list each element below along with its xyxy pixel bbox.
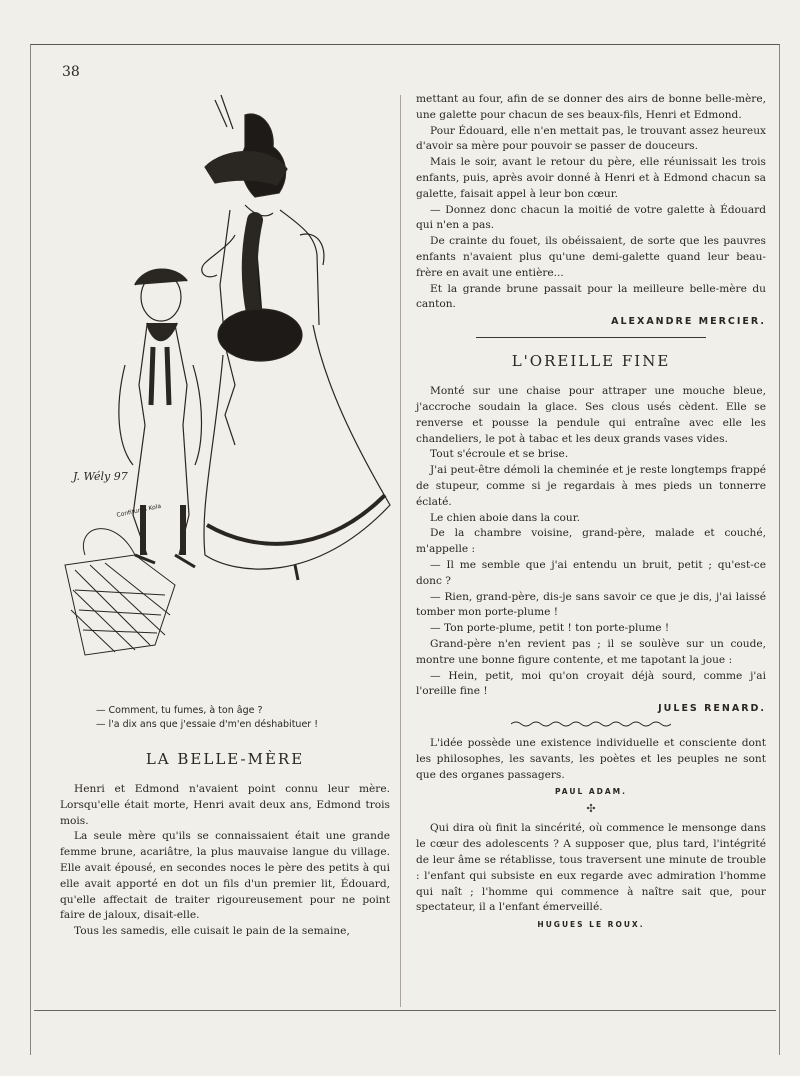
belle-mere-title: LA BELLE-MÈRE: [145, 750, 305, 768]
right-column: [416, 92, 766, 935]
belle-mere-paragraph: mettant au four, afin de se donner des airs de bonne belle-mère, une galette pour chacun de ses beaux-fils, Henri et Edmond.: [416, 93, 766, 121]
belle-mere-author: ALEXANDRE MERCIER.: [611, 316, 766, 328]
mensonge-paragraph: Qui dira où finit la sincérité, où commence le mensonge dans le cœur des adolescents ? A supposer que, plus tard, l'intégrité de leur âme se rétablisse, tous traversent une minute de trouble : l'enfant qui subsiste en eux regarde avec admiration l'homme qui naît ; l'homme qui commence à naître sait que, pour spectateur, il a l'enfant émerveillé.: [416, 822, 766, 914]
belle-mere-paragraph: Et la grande brune passait pour la meilleure belle-mère du canton.: [416, 282, 766, 311]
belle-mere-paragraph: Henri et Edmond n'avaient point connu leur mère. Lorsqu'elle était morte, Henri avait deux ans, Edmond trois mois.: [60, 783, 390, 827]
boy-figure: [119, 269, 202, 567]
belle-mere-section: [60, 750, 390, 940]
belle-mere-paragraph: — Donnez donc chacun la moitié de votre galette à Édouard qui n'en a pas.: [416, 203, 766, 232]
ornament-icon: ✣: [586, 802, 596, 816]
illustration: [55, 85, 395, 705]
belle-mere-paragraph: Pour Édouard, elle n'en mettait pas, le trouvant assez heureux d'avoir sa mère pour pouvoir se passer de douceurs.: [416, 124, 766, 153]
oreille-fine-paragraph: — Hein, petit, moi qu'on croyait déjà sourd, comme j'ai l'oreille fine !: [416, 669, 766, 698]
page-number: 38: [62, 64, 80, 80]
belle-mere-paragraph: De crainte du fouet, ils obéissaient, de sorte que les pauvres enfants n'avaient plus qu'une demi-galette quand leur beau-frère en avait une entière...: [416, 235, 766, 279]
belle-mere-paragraph: Mais le soir, avant le retour du père, elle réunissait les trois enfants, puis, après avoir donné à Henri et à Edmond chacun sa galette, faisait appel à leur bon cœur.: [416, 156, 766, 200]
oreille-fine-paragraph: — Rien, grand-père, dis-je sans savoir ce que je dis, j'ai laissé tomber mon porte-plume !: [416, 590, 766, 619]
basket: [65, 529, 175, 655]
oreille-fine-title: L'OREILLE FINE: [511, 352, 671, 371]
woman-figure: [202, 95, 390, 580]
section-rule: [476, 337, 706, 338]
illustration-caption: [96, 704, 396, 732]
idee-paragraph: L'idée possède une existence individuelle et consciente dont les philosophes, les savants, les poètes et les peuples ne sont que des organes passagers.: [416, 737, 766, 781]
oreille-fine-paragraph: J'ai peut-être démoli la cheminée et je reste longtemps frappé de stupeur, comme si je regardais à mes pieds un tonnerre éclaté.: [416, 464, 766, 508]
oreille-fine-paragraph: — Ton porte-plume, petit ! ton porte-plume !: [430, 622, 670, 635]
oreille-fine-paragraph: Le chien aboie dans la cour.: [430, 511, 580, 524]
belle-mere-paragraph: La seule mère qu'ils se connaissaient était une grande femme brune, acariâtre, la plus mauvaise langue du village. Elle avait épousé, en secondes noces le père des petits à qui elle avait apporté en dot un fils d'un premier lit, Édouard, qu'elle affectait de traiter rigoureusement pour ne point faire de jaloux, disait-elle.: [60, 830, 390, 922]
basket-label: Confitures Kola: [115, 502, 162, 519]
bottom-rule: [34, 1010, 776, 1011]
caption-line-1: — Comment, tu fumes, à ton âge ?: [96, 705, 263, 716]
oreille-fine-paragraph: Grand-père n'en revient pas ; il se soulève sur un coude, montre une bonne figure contente, et me tapotant la joue :: [416, 637, 766, 666]
caption-line-2: — l'a dix ans que j'essaie d'm'en déshabituer !: [96, 719, 319, 730]
mensonge-author: HUGUES LE ROUX.: [537, 920, 645, 930]
oreille-fine-paragraph: Monté sur une chaise pour attraper une mouche bleue, j'accroche soudain la glace. Ses clous usés cèdent. Elle se renverse et pousse la pendule qui entraîne avec elle les chandeliers, le pot à tabac et les deux grands vases vides.: [416, 385, 766, 445]
column-divider: [400, 95, 401, 1007]
illustration-signature: J. Wély 97: [73, 470, 128, 483]
oreille-fine-author: JULES RENARD.: [658, 703, 766, 715]
wavy-separator: [511, 720, 671, 728]
oreille-fine-paragraph: De la chambre voisine, grand-père, malade et couché, m'appelle :: [416, 527, 766, 556]
belle-mere-paragraph: Tous les samedis, elle cuisait le pain de la semaine,: [74, 925, 350, 938]
idee-author: PAUL ADAM.: [554, 787, 627, 797]
oreille-fine-paragraph: Tout s'écroule et se brise.: [430, 448, 569, 461]
oreille-fine-paragraph: — Il me semble que j'ai entendu un bruit, petit ; qu'est-ce donc ?: [416, 558, 766, 587]
